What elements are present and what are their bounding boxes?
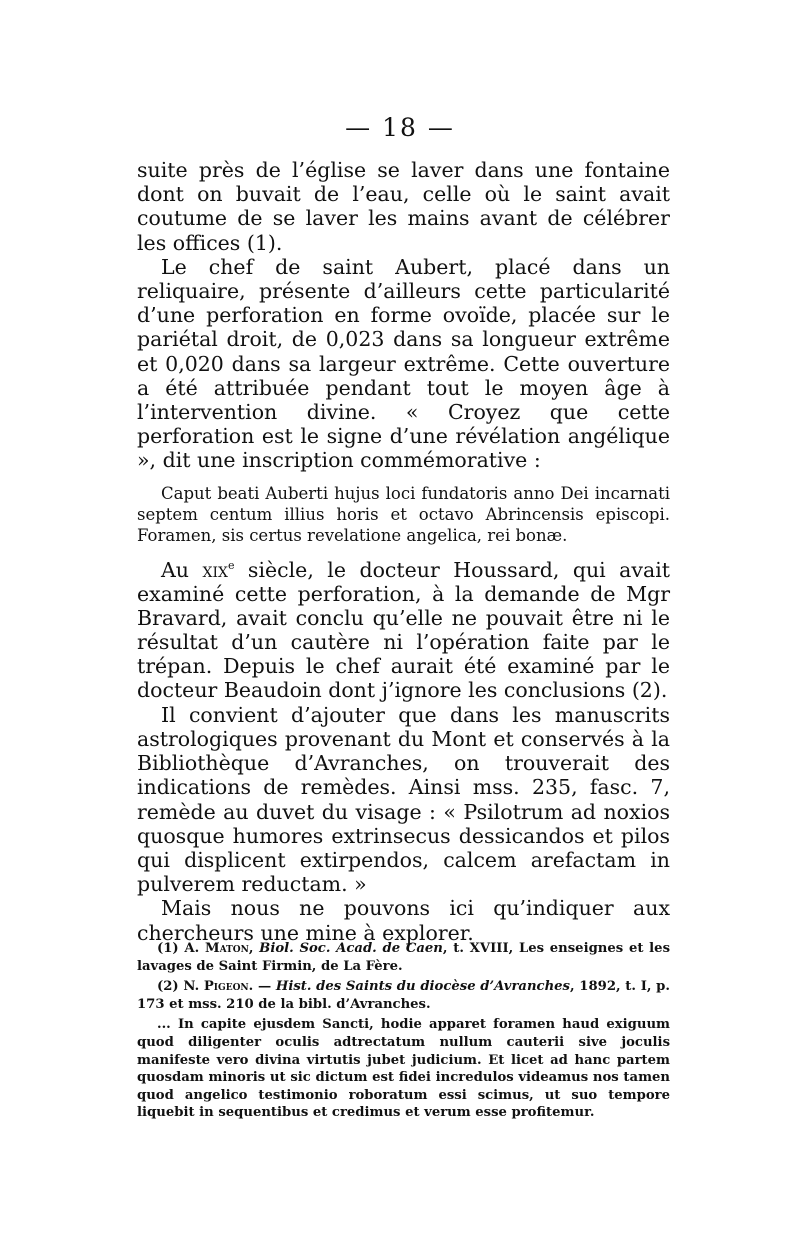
footnote-2-rest: , 1892, t. I, p. 173 et mss. 210 de la bibl. d’Avranches. [137, 979, 670, 1012]
footnote-1-rest: , t. XVIII, Les enseignes et les lavages de Saint Firmin, de La Fère. [137, 941, 671, 974]
paragraph-3-start: Au [161, 557, 203, 582]
century-superscript: e [227, 558, 235, 572]
footnote-1-title: Biol. Soc. Acad. de Caen [259, 941, 443, 956]
paragraph-4: Il convient d’ajouter que dans les manuscrits astrologiques provenant du Mont et conservés à la Bibliothèque d’Avranches, on trouverait des indications de remèdes. Ainsi mss. 235, fasc. 7, remède au duvet du visage : « Psilotrum ad noxios quosque humores extrinsecus dessicandos et pilos qui displicent extirpendos, calcem arefactam in pulverem reductam. » [137, 702, 670, 897]
footnote-1-author: Maton [204, 941, 249, 956]
main-text [137, 158, 670, 945]
latin-inscription: Caput beati Auberti hujus loci fundatoris anno Dei incarnati septem centum illius horis et octavo Abrincensis episcopi. Foramen, sis certus revelatione angelica, rei bonæ. [137, 483, 670, 545]
footnote-1-sep: , [248, 941, 260, 956]
footnote-2-num: (2) N. [157, 979, 204, 995]
paragraph-1: suite près de l’église se laver dans une fontaine dont on buvait de l’eau, celle où le saint avait coutume de se laver les mains avant de célébrer les offices (1). [137, 158, 670, 255]
footnote-2-author: Pigeon [203, 979, 249, 995]
paragraph-3 [137, 554, 670, 703]
paragraph-5: Mais nous ne pouvons ici qu’indiquer aux chercheurs une mine à explorer. [137, 896, 670, 945]
footnote-2-sep: . — [248, 979, 276, 995]
footnotes [137, 940, 670, 1125]
footnote-1 [137, 940, 670, 975]
footnote-2 [137, 978, 670, 1013]
paragraph-2: Le chef de saint Aubert, placé dans un reliquaire, présente d’ailleurs cette particularité d’une perforation en forme ovoïde, placée sur le pariétal droit, de 0,023 dans sa longueur extrême et 0,020 dans sa largeur extrême. Cette ouverture a été attribuée pendant tout le moyen âge à l’intervention divine. « Croyez que cette perforation est le signe d’une révélation angélique », dit une inscription commémorative : [137, 254, 670, 473]
page-number: — 18 — [345, 113, 455, 142]
paragraph-3-rest: siècle, le docteur Houssard, qui avait examiné cette perforation, à la demande de Mgr Bravard, avait conclu qu’elle ne pouvait être ni le résultat d’un cautère ni l’opération faite par le trépan. Depuis le chef aurait été examiné par le docteur Beaudoin dont j’ignore les conclusions (2). [137, 557, 670, 703]
footnote-2-title: Hist. des Saints du diocèse d’Avranches [275, 979, 570, 995]
footnote-1-num: (1) A. [157, 941, 205, 956]
century-numeral: xix [202, 557, 228, 582]
footnote-3: ... In capite ejusdem Sancti, hodie apparet foramen haud exiguum quod diligenter oculis adtrectatum nullum cauterii sive joculis manifeste vero divina virtutis jubet judicium. Et licet ad hanc partem quosdam minoris ut sic dictum est fidei incredulos videamus nos tamen quod angelico testimonio roboratum essi scimus, ut suo tempore liquebit in sequentibus et credimus et verum esse profitemur. [137, 1017, 670, 1121]
